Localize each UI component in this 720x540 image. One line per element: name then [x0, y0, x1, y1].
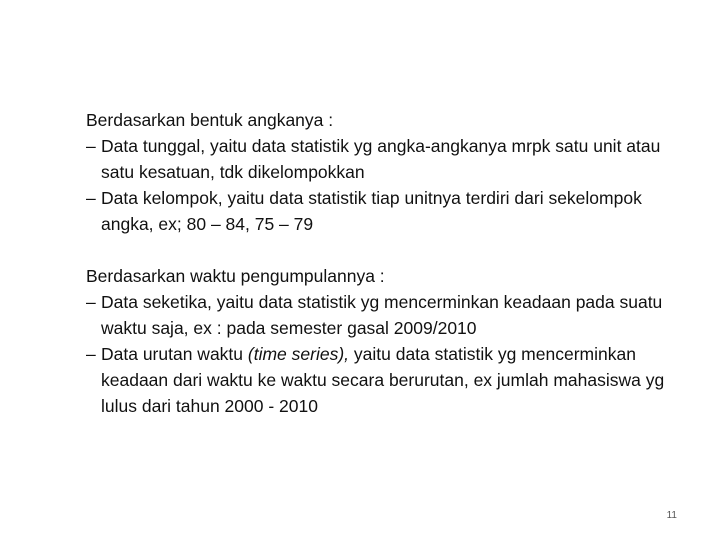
page-number: 11: [666, 510, 677, 521]
slide-content: [86, 107, 686, 419]
list-item-text-start: Data urutan waktu: [101, 344, 248, 364]
dash-bullet: –: [86, 136, 96, 156]
time-series-emphasis: (time series),: [247, 344, 350, 364]
list-item-data-kelompok: [86, 185, 686, 237]
section-heading-bentuk-angka: Berdasarkan bentuk angkanya :: [86, 110, 334, 130]
section-heading-waktu-pengumpulan: Berdasarkan waktu pengumpulannya :: [86, 266, 385, 286]
list-item-text: Data kelompok, yaitu data statistik tiap unitnya terdiri dari sekelompok angka, ex; 80 – 84, 75 – 79: [101, 188, 642, 234]
list-item-text-end: yaitu data statistik yg mencerminkan keadaan dari waktu ke waktu secara berurutan, ex jumlah mahasiswa yg lulus dari tahun 2000 - 2010: [101, 344, 665, 416]
dash-bullet: –: [86, 292, 96, 312]
dash-bullet: –: [86, 188, 96, 208]
list-item-text: Data seketika, yaitu data statistik yg mencerminkan keadaan pada suatu waktu saja, ex : pada semester gasal 2009/2010: [101, 292, 663, 338]
list-item-data-seketika: [86, 289, 686, 341]
list-item-text: Data tunggal, yaitu data statistik yg angka-angkanya mrpk satu unit atau satu kesatuan, tdk dikelompokkan: [101, 136, 661, 182]
section-spacer: [86, 237, 686, 263]
list-item-data-urutan-waktu: [86, 341, 686, 419]
dash-bullet: –: [86, 344, 96, 364]
list-item-data-tunggal: [86, 133, 686, 185]
